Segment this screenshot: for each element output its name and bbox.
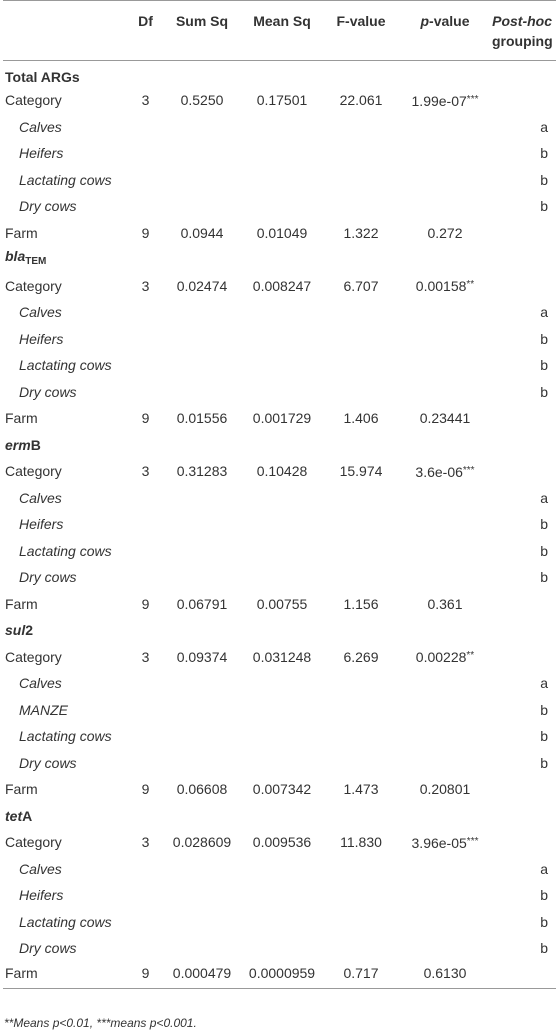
empty-cell <box>323 909 399 936</box>
group-label: Heifers <box>19 145 64 162</box>
posthoc-cell <box>491 87 556 114</box>
group-label: Dry cows <box>19 569 77 586</box>
empty-cell <box>399 750 491 777</box>
farm-row <box>3 220 556 247</box>
group-label: Calves <box>19 489 62 506</box>
row-label: Category <box>5 463 62 480</box>
posthoc-grouping: b <box>540 330 548 347</box>
category-df: 3 <box>141 463 150 480</box>
section-title-row <box>3 432 556 459</box>
posthoc-grouping: a <box>540 675 548 692</box>
category-sum-sq: 0.09374 <box>176 648 228 665</box>
empty-cell <box>163 538 241 565</box>
group-label: Lactating cows <box>19 171 112 188</box>
category-mean-sq: 0.008247 <box>252 277 312 294</box>
posthoc-cell <box>491 644 556 671</box>
empty-cell <box>163 750 241 777</box>
empty-cell <box>323 352 399 379</box>
empty-cell <box>323 670 399 697</box>
posthoc-grouping: b <box>540 171 548 188</box>
section-title-row <box>3 803 556 830</box>
category-row <box>3 829 556 856</box>
empty-cell <box>241 856 323 883</box>
group-row <box>3 167 556 194</box>
empty-cell <box>323 935 399 962</box>
empty-cell <box>163 511 241 538</box>
empty-cell <box>323 326 399 353</box>
category-mean-sq: 0.17501 <box>256 92 308 109</box>
section-title: ermB <box>5 436 41 453</box>
empty-cell <box>163 299 241 326</box>
empty-cell <box>241 670 323 697</box>
category-df: 3 <box>141 92 150 109</box>
empty-cell <box>399 485 491 512</box>
header-mean-sq: Mean Sq <box>241 1 323 61</box>
farm-sum-sq: 0.01556 <box>176 410 228 427</box>
group-row <box>3 935 556 962</box>
group-row <box>3 299 556 326</box>
empty-cell <box>241 193 323 220</box>
empty-cell <box>163 140 241 167</box>
group-label: Heifers <box>19 516 64 533</box>
empty-cell <box>163 803 241 830</box>
farm-mean-sq: 0.00755 <box>256 595 308 612</box>
empty-cell <box>323 299 399 326</box>
empty-cell <box>241 140 323 167</box>
empty-cell <box>163 193 241 220</box>
farm-f-value: 1.156 <box>343 595 379 612</box>
farm-p-value: 0.6130 <box>399 962 491 989</box>
empty-cell <box>491 803 556 830</box>
empty-cell <box>399 538 491 565</box>
posthoc-grouping: b <box>540 913 548 930</box>
category-p-value: 3.96e-05*** <box>411 834 479 851</box>
empty-cell <box>163 882 241 909</box>
empty-cell <box>128 61 163 88</box>
posthoc-grouping: b <box>540 357 548 374</box>
group-label: Calves <box>19 304 62 321</box>
empty-cell <box>128 538 163 565</box>
empty-cell <box>128 697 163 724</box>
farm-mean-sq: 0.01049 <box>256 224 308 241</box>
empty-cell <box>163 670 241 697</box>
category-f-value: 15.974 <box>339 463 383 480</box>
group-row <box>3 723 556 750</box>
group-row <box>3 140 556 167</box>
posthoc-cell <box>491 829 556 856</box>
posthoc-grouping: a <box>540 489 548 506</box>
group-row <box>3 485 556 512</box>
header-df: Df <box>128 1 163 61</box>
empty-cell <box>323 564 399 591</box>
table-footnote: **Means p<0.01, ***means p<0.001. <box>4 1016 197 1030</box>
group-row <box>3 511 556 538</box>
group-row <box>3 750 556 777</box>
group-row <box>3 909 556 936</box>
empty-cell <box>241 61 323 88</box>
empty-cell <box>163 432 241 459</box>
farm-sum-sq: 0.06791 <box>176 595 228 612</box>
empty-cell <box>399 909 491 936</box>
farm-f-value: 1.473 <box>343 781 379 798</box>
empty-cell <box>128 167 163 194</box>
group-label: Calves <box>19 118 62 135</box>
section-title: Total ARGs <box>5 69 80 85</box>
empty-cell <box>399 61 491 88</box>
empty-cell <box>128 909 163 936</box>
empty-cell <box>163 61 241 88</box>
empty-cell <box>491 617 556 644</box>
group-row <box>3 564 556 591</box>
group-label: Dry cows <box>19 198 77 215</box>
header-sum-sq: Sum Sq <box>163 1 241 61</box>
empty-cell <box>241 299 323 326</box>
farm-f-value: 0.717 <box>323 962 399 989</box>
farm-df: 9 <box>141 410 150 427</box>
empty-cell <box>163 909 241 936</box>
row-label: Farm <box>5 410 38 427</box>
table-header-row <box>3 1 556 61</box>
group-row <box>3 856 556 883</box>
farm-row <box>3 591 556 618</box>
group-row <box>3 326 556 353</box>
farm-df: 9 <box>128 962 163 989</box>
empty-cell <box>241 564 323 591</box>
empty-cell <box>323 193 399 220</box>
category-p-value: 3.6e-06*** <box>415 463 475 480</box>
farm-row <box>3 776 556 803</box>
header-label <box>3 1 128 61</box>
empty-cell <box>163 617 241 644</box>
empty-cell <box>128 299 163 326</box>
empty-cell <box>399 935 491 962</box>
posthoc-grouping: b <box>540 940 548 957</box>
category-mean-sq: 0.031248 <box>252 648 312 665</box>
empty-cell <box>241 379 323 406</box>
empty-cell <box>241 750 323 777</box>
empty-cell <box>399 723 491 750</box>
empty-cell <box>128 485 163 512</box>
empty-cell <box>323 167 399 194</box>
empty-cell <box>241 723 323 750</box>
empty-cell <box>399 882 491 909</box>
category-row <box>3 644 556 671</box>
category-f-value: 11.830 <box>340 834 382 851</box>
empty-cell <box>399 299 491 326</box>
empty-cell <box>323 485 399 512</box>
empty-cell <box>128 750 163 777</box>
posthoc-cell <box>491 458 556 485</box>
posthoc-grouping: b <box>540 569 548 586</box>
group-row <box>3 379 556 406</box>
posthoc-cell <box>491 776 556 803</box>
empty-cell <box>491 61 556 88</box>
farm-df: 9 <box>141 781 150 798</box>
category-df: 3 <box>141 834 150 851</box>
farm-mean-sq: 0.007342 <box>252 781 312 798</box>
category-sum-sq: 0.31283 <box>176 463 228 480</box>
section-title-row <box>3 61 556 88</box>
empty-cell <box>399 432 491 459</box>
empty-cell <box>241 909 323 936</box>
empty-cell <box>241 326 323 353</box>
posthoc-grouping: b <box>540 701 548 718</box>
group-row <box>3 193 556 220</box>
posthoc-grouping: b <box>540 542 548 559</box>
category-sum-sq: 0.5250 <box>180 92 224 109</box>
empty-cell <box>399 511 491 538</box>
empty-cell <box>241 485 323 512</box>
posthoc-grouping: a <box>540 860 548 877</box>
empty-cell <box>241 246 323 273</box>
category-row <box>3 458 556 485</box>
empty-cell <box>241 352 323 379</box>
empty-cell <box>163 723 241 750</box>
category-f-value: 22.061 <box>339 92 383 109</box>
empty-cell <box>491 432 556 459</box>
empty-cell <box>399 326 491 353</box>
row-label: Farm <box>5 224 38 241</box>
row-label: Category <box>5 648 62 665</box>
farm-row <box>3 962 556 989</box>
posthoc-grouping: b <box>540 198 548 215</box>
header-p-value: p-value <box>399 1 491 61</box>
empty-cell <box>399 246 491 273</box>
empty-cell <box>323 140 399 167</box>
empty-cell <box>128 856 163 883</box>
empty-cell <box>241 935 323 962</box>
empty-cell <box>163 856 241 883</box>
empty-cell <box>128 882 163 909</box>
category-f-value: 6.707 <box>343 277 379 294</box>
empty-cell <box>323 511 399 538</box>
group-label: Dry cows <box>19 940 77 957</box>
empty-cell <box>128 617 163 644</box>
group-row <box>3 352 556 379</box>
section-title-row <box>3 246 556 273</box>
empty-cell <box>163 246 241 273</box>
category-f-value: 6.269 <box>343 648 379 665</box>
group-label: Lactating cows <box>19 913 112 930</box>
farm-sum-sq: 0.0944 <box>180 224 224 241</box>
group-label: Lactating cows <box>19 542 112 559</box>
empty-cell <box>163 167 241 194</box>
farm-p-value: 0.361 <box>427 595 463 612</box>
empty-cell <box>399 564 491 591</box>
group-row <box>3 538 556 565</box>
category-sum-sq: 0.02474 <box>176 277 228 294</box>
farm-p-value: 0.272 <box>427 224 463 241</box>
posthoc-grouping: a <box>540 118 548 135</box>
empty-cell <box>128 114 163 141</box>
section-title-row <box>3 617 556 644</box>
posthoc-grouping: b <box>540 145 548 162</box>
group-label: Heifers <box>19 887 64 904</box>
posthoc-cell <box>491 962 556 989</box>
farm-f-value: 1.322 <box>343 224 379 241</box>
empty-cell <box>399 379 491 406</box>
empty-cell <box>163 326 241 353</box>
empty-cell <box>163 485 241 512</box>
farm-df: 9 <box>141 595 150 612</box>
empty-cell <box>399 167 491 194</box>
empty-cell <box>399 670 491 697</box>
empty-cell <box>128 352 163 379</box>
group-label: Calves <box>19 675 62 692</box>
empty-cell <box>323 723 399 750</box>
row-label: Farm <box>5 781 38 798</box>
empty-cell <box>399 697 491 724</box>
category-mean-sq: 0.009536 <box>252 834 312 851</box>
empty-cell <box>163 114 241 141</box>
group-row <box>3 697 556 724</box>
empty-cell <box>241 167 323 194</box>
farm-mean-sq: 0.0000959 <box>241 962 323 989</box>
empty-cell <box>241 617 323 644</box>
group-label: Lactating cows <box>19 728 112 745</box>
farm-mean-sq: 0.001729 <box>252 410 312 427</box>
farm-row <box>3 405 556 432</box>
empty-cell <box>323 697 399 724</box>
posthoc-grouping: b <box>540 383 548 400</box>
empty-cell <box>323 750 399 777</box>
empty-cell <box>323 432 399 459</box>
empty-cell <box>241 697 323 724</box>
farm-p-value: 0.23441 <box>419 410 471 427</box>
empty-cell <box>128 379 163 406</box>
group-row <box>3 114 556 141</box>
header-posthoc: Post-hoc grouping <box>491 1 556 61</box>
empty-cell <box>323 114 399 141</box>
section-title: sul2 <box>5 622 34 639</box>
farm-df: 9 <box>141 224 150 241</box>
posthoc-cell <box>491 405 556 432</box>
farm-sum-sq: 0.000479 <box>163 962 241 989</box>
farm-f-value: 1.406 <box>343 410 379 427</box>
empty-cell <box>399 856 491 883</box>
empty-cell <box>323 61 399 88</box>
posthoc-cell <box>491 273 556 300</box>
category-df: 3 <box>141 648 150 665</box>
empty-cell <box>128 935 163 962</box>
posthoc-grouping: a <box>540 304 548 321</box>
farm-sum-sq: 0.06608 <box>176 781 228 798</box>
section-title: bla$_{TEM}$ <box>5 248 47 268</box>
empty-cell <box>241 511 323 538</box>
category-sum-sq: 0.028609 <box>172 834 232 851</box>
category-df: 3 <box>141 277 150 294</box>
empty-cell <box>241 432 323 459</box>
category-mean-sq: 0.10428 <box>256 463 308 480</box>
category-row <box>3 273 556 300</box>
group-label: Calves <box>19 860 62 877</box>
empty-cell <box>241 882 323 909</box>
row-label: Farm <box>3 962 128 989</box>
empty-cell <box>323 882 399 909</box>
farm-p-value: 0.20801 <box>419 781 471 798</box>
empty-cell <box>128 670 163 697</box>
empty-cell <box>323 538 399 565</box>
empty-cell <box>399 114 491 141</box>
posthoc-cell <box>491 220 556 247</box>
row-label: Farm <box>5 595 38 612</box>
empty-cell <box>163 564 241 591</box>
posthoc-grouping: b <box>540 728 548 745</box>
empty-cell <box>128 432 163 459</box>
empty-cell <box>128 511 163 538</box>
category-p-value: 0.00158** <box>415 278 475 295</box>
category-p-value: 0.00228** <box>415 649 475 666</box>
empty-cell <box>163 379 241 406</box>
row-label: Category <box>5 834 62 851</box>
empty-cell <box>399 140 491 167</box>
group-row <box>3 670 556 697</box>
row-label: Category <box>5 92 62 109</box>
empty-cell <box>241 538 323 565</box>
empty-cell <box>399 617 491 644</box>
posthoc-grouping: b <box>540 516 548 533</box>
group-label: Lactating cows <box>19 357 112 374</box>
empty-cell <box>163 352 241 379</box>
empty-cell <box>491 246 556 273</box>
empty-cell <box>163 697 241 724</box>
anova-table <box>3 0 556 989</box>
group-label: MANZE <box>19 701 68 718</box>
section-title: tetA <box>5 807 33 824</box>
empty-cell <box>128 140 163 167</box>
category-row <box>3 87 556 114</box>
empty-cell <box>399 193 491 220</box>
group-label: Heifers <box>19 330 64 347</box>
table-body <box>3 61 556 989</box>
posthoc-grouping: b <box>540 887 548 904</box>
empty-cell <box>323 246 399 273</box>
empty-cell <box>163 935 241 962</box>
header-f-value: F-value <box>323 1 399 61</box>
empty-cell <box>128 723 163 750</box>
empty-cell <box>323 617 399 644</box>
empty-cell <box>323 379 399 406</box>
group-label: Dry cows <box>19 383 77 400</box>
empty-cell <box>399 352 491 379</box>
posthoc-cell <box>491 591 556 618</box>
group-label: Dry cows <box>19 754 77 771</box>
empty-cell <box>128 564 163 591</box>
empty-cell <box>128 803 163 830</box>
posthoc-grouping: b <box>540 754 548 771</box>
row-label: Category <box>5 277 62 294</box>
empty-cell <box>241 114 323 141</box>
empty-cell <box>399 803 491 830</box>
category-p-value: 1.99e-07*** <box>411 92 479 109</box>
empty-cell <box>128 246 163 273</box>
empty-cell <box>323 803 399 830</box>
empty-cell <box>323 856 399 883</box>
empty-cell <box>128 193 163 220</box>
empty-cell <box>128 326 163 353</box>
empty-cell <box>241 803 323 830</box>
group-row <box>3 882 556 909</box>
